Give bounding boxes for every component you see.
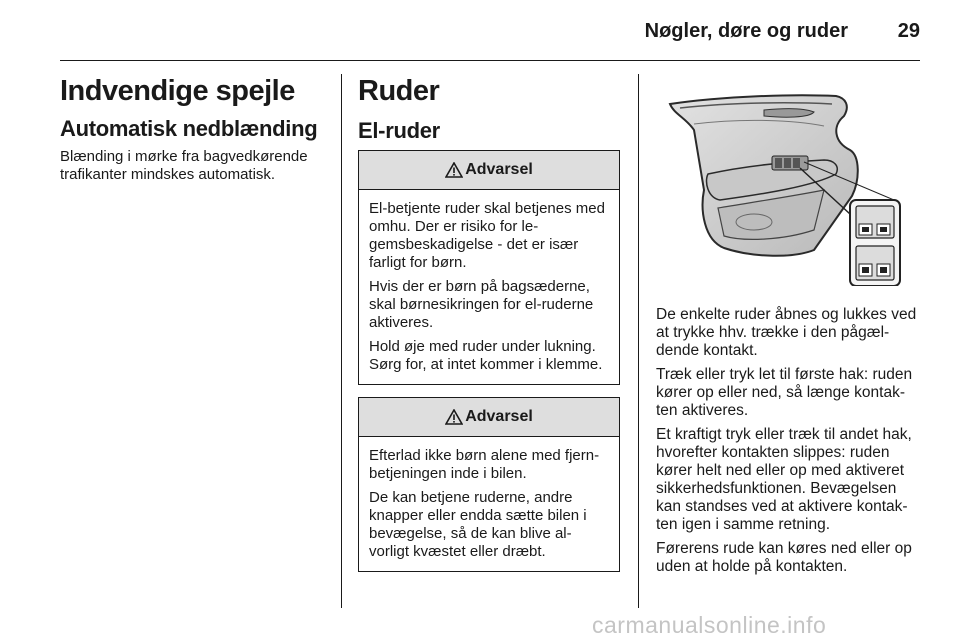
column-divider-right xyxy=(638,74,639,608)
warning-heading: Advarsel xyxy=(465,408,533,425)
warning-header xyxy=(359,398,619,437)
warning-text: Hold øje med ruder under lukning. Sørg for, at intet kommer i klemme. xyxy=(369,338,603,373)
instruction-text: Førerens rude kan køres ned eller op uden at holde på kontakten. xyxy=(656,540,912,575)
warning-triangle-icon xyxy=(445,162,463,178)
warning-triangle-icon xyxy=(445,409,463,425)
warning-heading: Advarsel xyxy=(465,161,533,178)
page-number: 29 xyxy=(897,20,920,42)
subsection-title-auto-dimming: Automatisk nedblænding xyxy=(60,116,318,141)
warning-box-2 xyxy=(358,397,620,572)
subsection-title-power-windows: El-ruder xyxy=(358,118,440,143)
left-column xyxy=(60,74,330,190)
warning-text: El-betjente ruder skal betjenes med omhu. Der er risiko for le-gemsbeskadigelse - det er især farligt for børn. xyxy=(369,200,605,271)
middle-column xyxy=(358,74,620,584)
warning-text: De kan betjene ruderne, andre knapper eller endda sætte bilen i bevægelse, så de kan blive al-vorligt kvæstet eller dræbt. xyxy=(369,489,587,560)
section-title-mirrors: Indvendige spejle xyxy=(60,75,295,107)
warning-header xyxy=(359,151,619,190)
header-title: Nøgler, døre og ruder xyxy=(644,20,848,42)
header-rule xyxy=(60,60,920,61)
section-title-windows: Ruder xyxy=(358,75,440,107)
door-panel-window-switch-illustration xyxy=(664,90,920,286)
auto-dimming-text: Blænding i mørke fra bagvedkørende trafikanter mindskes automatisk. xyxy=(60,148,308,183)
instruction-text: Træk eller tryk let til første hak: ruden kører op eller ned, så længe kontak-ten aktiveres. xyxy=(656,366,913,419)
watermark: carmanualsonline.info xyxy=(592,612,827,638)
warning-text: Hvis der er børn på bagsæderne, skal børnesikringen for el-ruderne aktiveres. xyxy=(369,278,594,331)
instruction-text: De enkelte ruder åbnes og lukkes ved at trykke hhv. trække i den pågæl-dende kontakt. xyxy=(656,306,917,359)
warning-box-1 xyxy=(358,150,620,385)
column-divider-left xyxy=(341,74,342,608)
right-column xyxy=(656,306,922,582)
warning-text: Efterlad ikke børn alene med fjern-betjeningen inde i bilen. xyxy=(369,447,600,482)
instruction-text: Et kraftigt tryk eller træk til andet hak, hvorefter kontakten slippes: ruden kører helt ned eller op med aktiveret sikkerhedsfunktionen. Bevægelsen kan standses ved at aktivere kontak-ten igen i samme retning. xyxy=(656,426,912,533)
